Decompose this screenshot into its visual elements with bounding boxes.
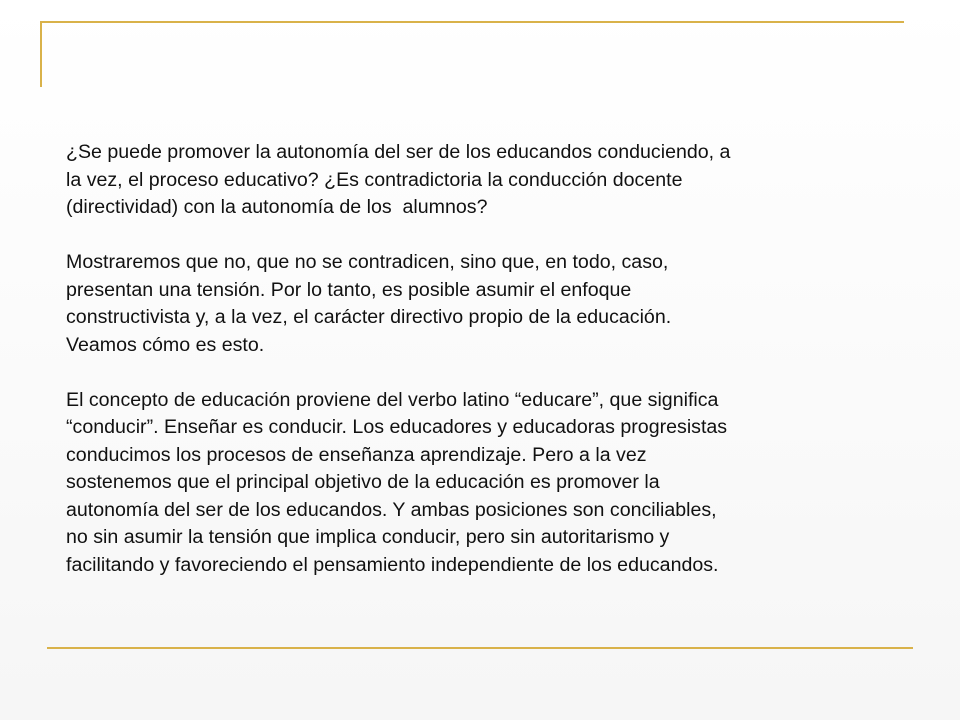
text-line: la vez, el proceso educativo? ¿Es contradictoria la conducción docente — [66, 168, 683, 191]
bottom-accent-line — [47, 647, 913, 649]
text-line: Veamos cómo es esto. — [66, 333, 265, 356]
text-line: Mostraremos que no, que no se contradicen, sino que, en todo, caso, — [66, 251, 669, 273]
text-line: sostenemos que el principal objetivo de la educación es promover la — [66, 471, 660, 493]
left-accent-line — [40, 21, 42, 87]
text-line: “conducir”. Enseñar es conducir. Los educadores y educadoras progresistas — [66, 416, 728, 438]
text-line: autonomía del ser de los educandos. Y ambas posiciones son conciliables, — [66, 498, 717, 521]
paragraph-question — [66, 139, 896, 222]
paragraph-concept — [66, 387, 896, 580]
text-line: conducimos los procesos de enseñanza aprendizaje. Pero a la vez — [66, 443, 647, 466]
text-line: constructivista y, a la vez, el carácter directivo propio de la educación. — [66, 306, 672, 328]
text-line: ¿Se puede promover la autonomía del ser de los educandos conduciendo, a — [66, 141, 731, 163]
top-accent-line — [40, 21, 904, 23]
paragraph-answer — [66, 249, 896, 359]
text-line: El concepto de educación proviene del verbo latino “educare”, que significa — [66, 388, 719, 411]
body-text — [66, 139, 896, 579]
text-line: facilitando y favoreciendo el pensamiento independiente de los educandos. — [66, 553, 719, 576]
text-line: no sin asumir la tensión que implica conducir, pero sin autoritarismo y — [66, 526, 670, 548]
text-line: (directividad) con la autonomía de los alumnos? — [66, 196, 488, 218]
text-line: presentan una tensión. Por lo tanto, es posible asumir el enfoque — [66, 278, 632, 301]
